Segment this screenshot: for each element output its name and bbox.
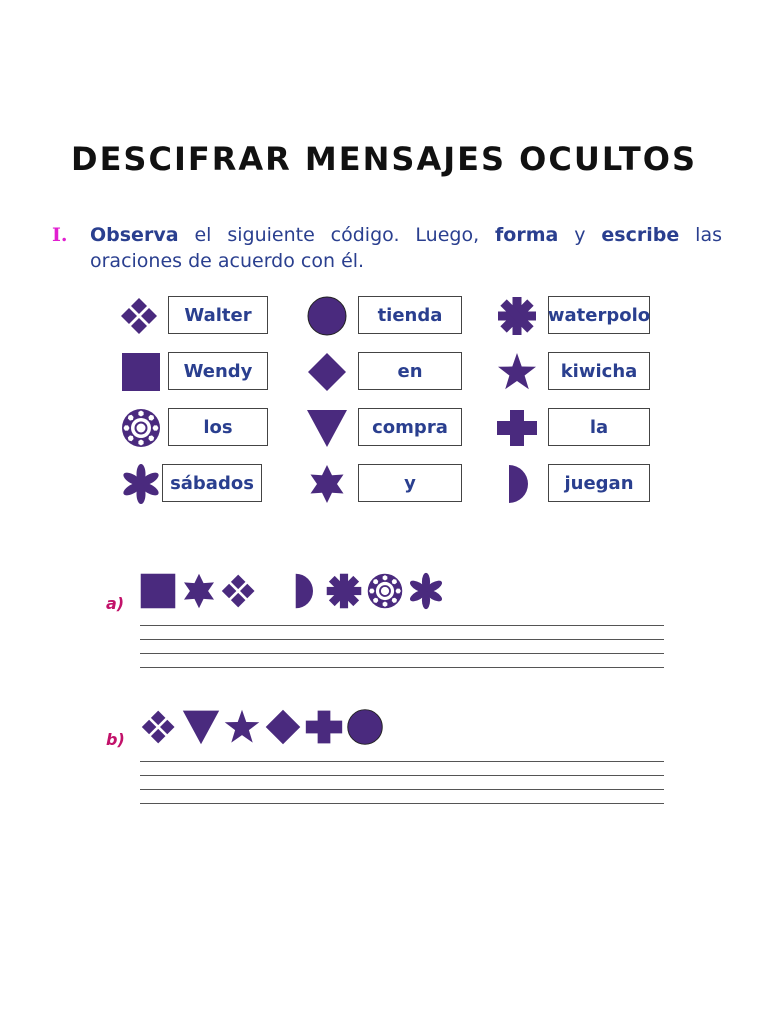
sun-ring-icon: [365, 571, 405, 611]
exercise-a-label: a): [106, 594, 125, 613]
code-item: [118, 464, 278, 504]
flower-icon: [118, 464, 164, 504]
triangle-down-icon: [304, 408, 350, 448]
diamond-icon: [304, 352, 350, 392]
cross-icon: [494, 408, 540, 448]
code-item: [118, 408, 278, 448]
square-icon: [118, 352, 164, 392]
code-word: la: [548, 408, 650, 446]
code-item: [304, 408, 464, 448]
star-icon: [494, 352, 540, 392]
code-item: [304, 464, 464, 504]
code-item: [118, 296, 278, 336]
asterisk-icon: [494, 296, 540, 336]
four-diamonds-icon: [140, 707, 180, 747]
instruction-forma: forma: [495, 224, 559, 246]
instruction: [52, 222, 722, 274]
code-word: tienda: [358, 296, 462, 334]
star-icon: [222, 707, 262, 747]
instruction-observa: Observa: [90, 224, 179, 246]
flower-icon: [406, 571, 446, 611]
circle-icon: [304, 296, 350, 336]
code-item: [304, 352, 464, 392]
exercise-b-label: b): [106, 730, 125, 749]
circle-icon: [345, 707, 385, 747]
asterisk-icon: [324, 571, 364, 611]
code-word: compra: [358, 408, 462, 446]
half-circle-icon: [283, 571, 323, 611]
code-item: [494, 296, 654, 336]
code-word: Walter: [168, 296, 268, 334]
code-word: en: [358, 352, 462, 390]
page-title: DESCIFRAR MENSAJES OCULTOS: [71, 140, 697, 178]
diamond-icon: [263, 707, 303, 747]
half-circle-icon: [494, 464, 540, 504]
six-point-star-icon: [304, 464, 350, 504]
code-item: [304, 296, 464, 336]
code-item: [494, 352, 654, 392]
code-word: waterpolo: [548, 296, 650, 334]
four-diamonds-icon: [118, 296, 164, 336]
square-icon: [138, 571, 178, 611]
code-word: y: [358, 464, 462, 502]
six-point-star-icon: [179, 571, 219, 611]
cross-icon: [304, 707, 344, 747]
instruction-number: I.: [52, 224, 68, 246]
code-item: [494, 464, 654, 504]
sun-ring-icon: [118, 408, 164, 448]
code-word: Wendy: [168, 352, 268, 390]
exercise-b-answer-lines[interactable]: [140, 761, 664, 803]
code-word: sábados: [162, 464, 262, 502]
code-word: los: [168, 408, 268, 446]
code-item: [494, 408, 654, 448]
instruction-escribe: escribe: [601, 224, 680, 246]
code-item: [118, 352, 278, 392]
instruction-text-2: y: [558, 224, 602, 246]
instruction-text-3: las oraciones de acuerdo con él.: [90, 224, 722, 272]
code-word: juegan: [548, 464, 650, 502]
triangle-down-icon: [181, 707, 221, 747]
code-word: kiwicha: [548, 352, 650, 390]
instruction-text-1: el siguiente código. Luego,: [178, 224, 496, 246]
four-diamonds-icon: [220, 571, 260, 611]
exercise-a-answer-lines[interactable]: [140, 625, 664, 667]
